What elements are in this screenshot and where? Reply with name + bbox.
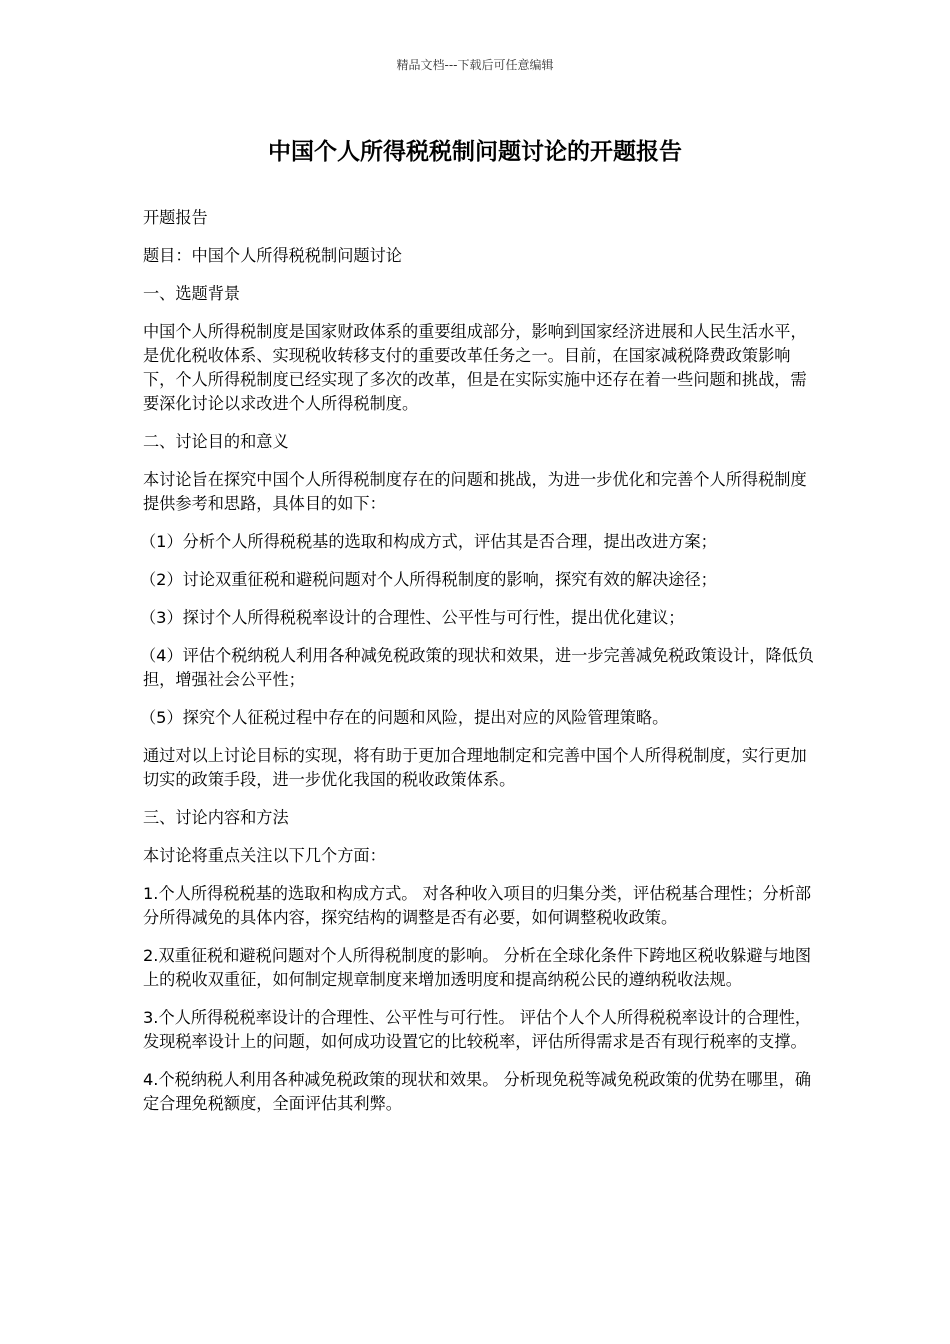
purpose-item-4: （4）评估个税纳税人利用各种减免税政策的现状和效果，进一步完善减免税政策设计，降低负担，增强社会公平性； [140,646,814,689]
purpose-intro-paragraph: 本讨论旨在探究中国个人所得税制度存在的问题和挑战，为进一步优化和完善个人所得税制度提供参考和思路，具体目的如下： [143,470,807,513]
purpose-item-5: （5）探究个人征税过程中存在的问题和风险，提出对应的风险管理策略。 [140,708,669,727]
document-body [140,206,815,1130]
section-label-report: 开题报告 [143,208,208,227]
topic-line: 题目：中国个人所得税税制问题讨论 [143,246,402,265]
content-item-3: 3.个人所得税税率设计的合理性、公平性与可行性。 评估个人个人所得税税率设计的合理性，发现税率设计上的问题，如何成功设置它的比较税率，评估所得需求是否有现行税率的支撑。 [143,1008,812,1051]
document-title: 中国个人所得税税制问题讨论的开题报告 [268,139,682,165]
header-note: 精品文档---下载后可任意编辑 [396,58,554,72]
content-item-2: 2.双重征税和避税问题对个人所得税制度的影响。 分析在全球化条件下跨地区税收躲避与地图上的税收双重征，如何制定规章制度来增加透明度和提高纳税公民的遵纳税收法规。 [143,946,812,989]
section-heading-background: 一、选题背景 [143,284,241,303]
background-paragraph: 中国个人所得税制度是国家财政体系的重要组成部分，影响到国家经济进展和人民生活水平，是优化税收体系、实现税收转移支付的重要改革任务之一。目前，在国家减税降费政策影响下，个人所得税制度已经实现了多次的改革，但是在实际实施中还存在着一些问题和挑战，需要深化讨论以求改进个人所得税制度。 [143,322,807,413]
section-heading-content-method: 三、讨论内容和方法 [143,808,289,827]
purpose-summary-paragraph: 通过对以上讨论目标的实现，将有助于更加合理地制定和完善中国个人所得税制度，实行更加切实的政策手段，进一步优化我国的税收政策体系。 [143,746,807,789]
content-item-4: 4.个税纳税人利用各种减免税政策的现状和效果。 分析现免税等减免税政策的优势在哪里，确定合理免税额度，全面评估其利弊。 [143,1070,812,1113]
section-heading-purpose: 二、讨论目的和意义 [143,432,289,451]
purpose-item-3: （3）探讨个人所得税税率设计的合理性、公平性与可行性，提出优化建议； [140,608,685,627]
purpose-item-2: （2）讨论双重征税和避税问题对个人所得税制度的影响，探究有效的解决途径； [140,570,717,589]
content-item-1: 1.个人所得税税基的选取和构成方式。 对各种收入项目的归集分类，评估税基合理性；分析部分所得减免的具体内容，探究结构的调整是否有必要，如何调整税收政策。 [143,884,812,927]
purpose-item-1: （1）分析个人所得税税基的选取和构成方式，评估其是否合理，提出改进方案； [140,532,717,551]
content-intro-paragraph: 本讨论将重点关注以下几个方面： [143,846,386,865]
